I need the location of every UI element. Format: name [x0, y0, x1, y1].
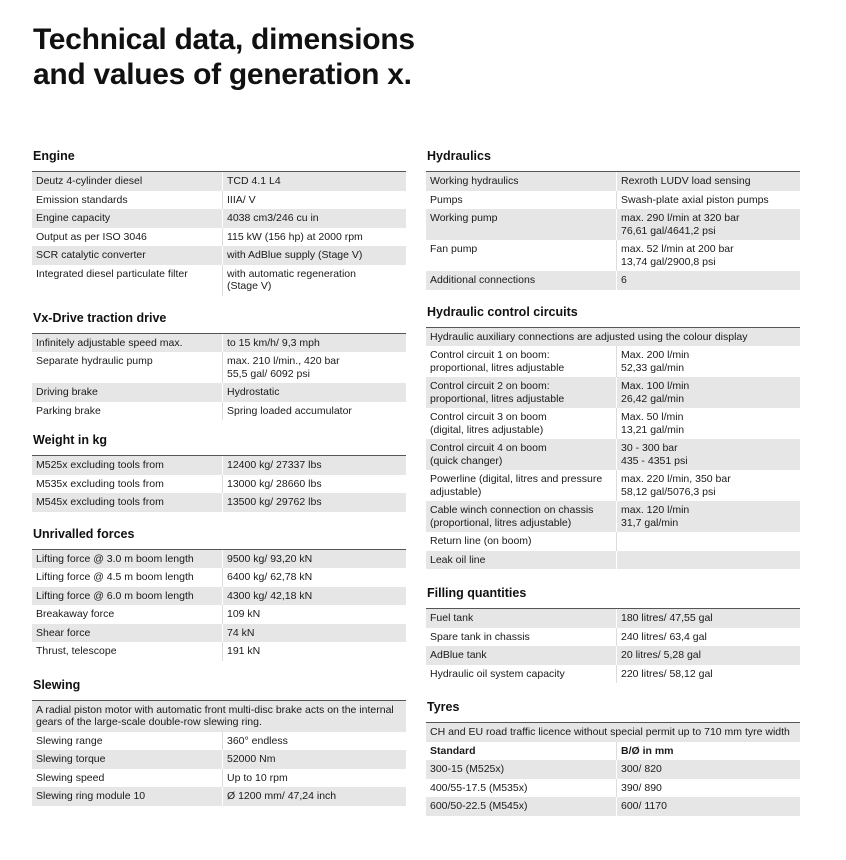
row-value: TCD 4.1 L4	[222, 172, 406, 191]
table-row	[426, 209, 800, 240]
row-value: 6400 kg/ 62,78 kN	[222, 568, 406, 587]
page-title-line-1: Technical data, dimensions	[33, 23, 415, 56]
row-value: Hydrostatic	[222, 383, 406, 402]
row-value: Max. 100 l/min 26,42 gal/min	[616, 377, 800, 408]
table-row	[426, 346, 800, 377]
table-row	[426, 377, 800, 408]
row-label: 600/50-22.5 (M545x)	[426, 797, 616, 816]
section-title-weight: Weight in kg	[32, 432, 406, 456]
row-label: 400/55-17.5 (M535x)	[430, 781, 528, 794]
row-value: 180 litres/ 47,55 gal	[616, 609, 800, 628]
filling-table	[426, 609, 800, 683]
row-value: 9500 kg/ 93,20 kN	[222, 550, 406, 569]
tyres-header-row	[426, 742, 800, 761]
table-row	[426, 191, 800, 210]
forces-table	[32, 550, 406, 661]
row-value: 4038 cm3/246 cu in	[222, 209, 406, 228]
hydraulics-table	[426, 172, 800, 290]
table-row	[32, 568, 406, 587]
tyres-table	[426, 742, 800, 816]
table-row	[426, 760, 800, 779]
row-value: Max. 50 l/min 13,21 gal/min	[616, 408, 800, 439]
tyres-header-size: B/Ø in mm	[616, 742, 800, 761]
row-value: 360° endless	[222, 732, 406, 751]
row-value: max. 220 l/min, 350 bar 58,12 gal/5076,3 psi	[616, 470, 800, 501]
row-label: Engine capacity	[32, 209, 222, 228]
row-label: Lifting force @ 4.5 m boom length	[36, 571, 194, 583]
row-value: with automatic regeneration (Stage V)	[222, 265, 406, 296]
section-weight	[32, 432, 406, 512]
control-circuits-description: Hydraulic auxiliary connections are adjusted using the colour display	[426, 328, 800, 347]
table-row	[426, 609, 800, 628]
row-label: Breakaway force	[36, 608, 115, 620]
section-title-engine: Engine	[32, 148, 406, 172]
row-label: Slewing speed	[36, 771, 105, 784]
page-title-line-2: and values of generation x.	[33, 58, 412, 91]
table-row	[32, 642, 406, 661]
section-vx-drive	[32, 310, 406, 421]
row-label: Control circuit 2 on boom: proportional, litres adjustable	[426, 377, 616, 408]
row-label: Thrust, telescope	[36, 645, 117, 657]
row-value: max. 210 l/min., 420 bar 55,5 gal/ 6092 psi	[222, 352, 406, 383]
row-value: 600/ 1170	[616, 797, 800, 816]
row-value: Ø 1200 mm/ 47,24 inch	[222, 787, 406, 806]
section-title-forces: Unrivalled forces	[32, 526, 406, 550]
table-row	[32, 769, 406, 788]
row-label: 300-15 (M525x)	[426, 760, 616, 779]
table-row	[426, 551, 800, 570]
row-label: Hydraulic oil system capacity	[430, 667, 565, 680]
table-row	[32, 172, 406, 191]
row-value: 191 kN	[222, 642, 406, 661]
row-label: Working pump	[426, 209, 616, 240]
row-value: Spring loaded accumulator	[222, 402, 406, 421]
row-value: 74 kN	[222, 624, 406, 643]
section-slewing	[32, 677, 406, 806]
row-value	[616, 532, 800, 551]
table-row	[32, 750, 406, 769]
section-title-hydraulics: Hydraulics	[426, 148, 800, 172]
table-row	[32, 191, 406, 210]
row-label: Cable winch connection on chassis (proportional, litres adjustable)	[426, 501, 616, 532]
row-value: Up to 10 rpm	[222, 769, 406, 788]
row-label: Integrated diesel particulate filter	[36, 267, 188, 280]
table-row	[32, 732, 406, 751]
row-label: M545x excluding tools from	[32, 493, 222, 512]
table-row	[426, 797, 800, 816]
row-value: 12400 kg/ 27337 lbs	[222, 456, 406, 475]
row-label: Pumps	[430, 193, 463, 206]
table-row	[32, 352, 406, 383]
row-label: Separate hydraulic pump	[36, 355, 153, 367]
row-label: Fan pump	[430, 243, 478, 255]
section-title-control-circuits: Hydraulic control circuits	[426, 304, 800, 328]
row-label: Emission standards	[36, 193, 128, 206]
row-value: 20 litres/ 5,28 gal	[616, 646, 800, 665]
row-label: Lifting force @ 6.0 m boom length	[32, 587, 222, 606]
table-row	[426, 470, 800, 501]
table-row	[32, 456, 406, 475]
row-label: Fuel tank	[426, 609, 616, 628]
engine-table	[32, 172, 406, 296]
section-title-filling: Filling quantities	[426, 585, 800, 609]
table-row	[32, 265, 406, 296]
section-filling	[426, 585, 800, 683]
table-row	[426, 646, 800, 665]
row-label: Additional connections	[426, 271, 616, 290]
row-value: 30 - 300 bar 435 - 4351 psi	[616, 439, 800, 470]
row-value: 13000 kg/ 28660 lbs	[222, 475, 406, 494]
row-value: Swash-plate axial piston pumps	[616, 191, 800, 210]
row-label: Slewing torque	[32, 750, 222, 769]
row-value: 109 kN	[222, 605, 406, 624]
row-value: 300/ 820	[616, 760, 800, 779]
row-value: Max. 200 l/min 52,33 gal/min	[616, 346, 800, 377]
table-row	[32, 209, 406, 228]
row-label: Control circuit 4 on boom (quick changer)	[426, 439, 616, 470]
row-label: Leak oil line	[426, 551, 616, 570]
slewing-description: A radial piston motor with automatic front multi-disc brake acts on the internal gears of the large-scale double-row slewing ring.	[32, 701, 406, 732]
row-label: Deutz 4-cylinder diesel	[32, 172, 222, 191]
table-row	[426, 628, 800, 647]
table-row	[426, 532, 800, 551]
table-row	[426, 501, 800, 532]
row-value: 390/ 890	[616, 779, 800, 798]
row-label: Control circuit 3 on boom (digital, litres adjustable)	[430, 411, 547, 436]
section-engine	[32, 148, 406, 296]
section-hydraulics	[426, 148, 800, 290]
row-label: Driving brake	[32, 383, 222, 402]
section-tyres	[426, 699, 800, 816]
row-label: Infinitely adjustable speed max.	[32, 334, 222, 353]
table-row	[426, 439, 800, 470]
right-column	[426, 148, 800, 828]
row-value: 6	[616, 271, 800, 290]
row-label: AdBlue tank	[426, 646, 616, 665]
section-title-slewing: Slewing	[32, 677, 406, 701]
row-label: Working hydraulics	[426, 172, 616, 191]
row-value: 220 litres/ 58,12 gal	[616, 665, 800, 684]
page-title	[33, 22, 415, 92]
table-row	[426, 779, 800, 798]
row-value: max. 120 l/min 31,7 gal/min	[616, 501, 800, 532]
row-label: Lifting force @ 3.0 m boom length	[32, 550, 222, 569]
row-label: Output as per ISO 3046	[36, 230, 147, 243]
row-value: 52000 Nm	[222, 750, 406, 769]
section-forces	[32, 526, 406, 661]
table-row	[32, 493, 406, 512]
row-value	[616, 551, 800, 570]
row-value: to 15 km/h/ 9,3 mph	[222, 334, 406, 353]
row-label: M525x excluding tools from	[32, 456, 222, 475]
table-row	[32, 228, 406, 247]
row-value: max. 290 l/min at 320 bar 76,61 gal/4641,2 psi	[616, 209, 800, 240]
table-row	[426, 408, 800, 439]
row-label: Powerline (digital, litres and pressure adjustable)	[430, 473, 603, 498]
weight-table	[32, 456, 406, 512]
table-row	[32, 402, 406, 421]
left-column	[32, 148, 406, 818]
row-label: Parking brake	[36, 404, 101, 417]
row-value: 13500 kg/ 29762 lbs	[222, 493, 406, 512]
section-control-circuits	[426, 304, 800, 570]
tyres-description: CH and EU road traffic licence without special permit up to 710 mm tyre width	[426, 723, 800, 742]
row-value: 4300 kg/ 42,18 kN	[222, 587, 406, 606]
control-circuits-table	[426, 346, 800, 569]
row-value: with AdBlue supply (Stage V)	[222, 246, 406, 265]
slewing-table	[32, 732, 406, 806]
row-value: Rexroth LUDV load sensing	[616, 172, 800, 191]
row-label: Spare tank in chassis	[430, 630, 530, 643]
row-label: Slewing range	[36, 734, 103, 747]
table-row	[32, 383, 406, 402]
row-value: 115 kW (156 hp) at 2000 rpm	[222, 228, 406, 247]
table-row	[426, 172, 800, 191]
section-title-vx-drive: Vx-Drive traction drive	[32, 310, 406, 334]
row-label: M535x excluding tools from	[36, 477, 164, 490]
row-label: Return line (on boom)	[430, 535, 532, 547]
row-label: Control circuit 1 on boom: proportional, litres adjustable	[430, 349, 565, 374]
section-title-tyres: Tyres	[426, 699, 800, 723]
table-row	[32, 246, 406, 265]
table-row	[32, 605, 406, 624]
table-row	[426, 240, 800, 271]
row-value: IIIA/ V	[222, 191, 406, 210]
row-value: max. 52 l/min at 200 bar 13,74 gal/2900,8 psi	[616, 240, 800, 271]
table-row	[32, 624, 406, 643]
table-row	[426, 665, 800, 684]
table-row	[32, 550, 406, 569]
row-label: Shear force	[32, 624, 222, 643]
table-row	[32, 475, 406, 494]
vx-drive-table	[32, 334, 406, 421]
row-label: SCR catalytic converter	[32, 246, 222, 265]
row-value: 240 litres/ 63,4 gal	[616, 628, 800, 647]
tyres-header-standard: Standard	[430, 744, 476, 757]
table-row	[32, 787, 406, 806]
table-row	[32, 587, 406, 606]
table-row	[426, 271, 800, 290]
table-row	[32, 334, 406, 353]
row-label: Slewing ring module 10	[32, 787, 222, 806]
